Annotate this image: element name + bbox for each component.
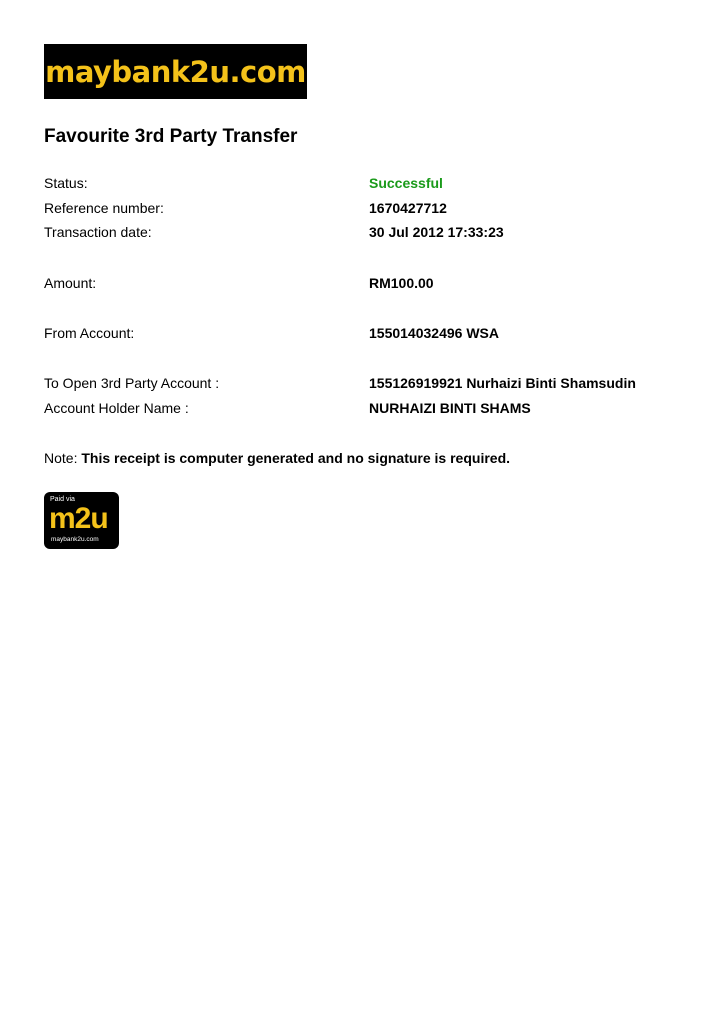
- to-account-label: To Open 3rd Party Account :: [44, 375, 220, 391]
- badge-domain: maybank2u.com: [51, 536, 99, 543]
- account-holder-row: [44, 400, 684, 420]
- transaction-date-label: Transaction date:: [44, 224, 152, 240]
- amount-row: [44, 275, 684, 295]
- maybank2u-logo: [44, 44, 307, 99]
- note-label: Note:: [44, 450, 78, 466]
- paid-via-m2u-badge: [44, 492, 119, 549]
- page-title: Favourite 3rd Party Transfer: [44, 126, 298, 147]
- note-text: This receipt is computer generated and no signature is required.: [81, 450, 511, 466]
- to-account-row: [44, 375, 684, 395]
- receipt-note: [44, 450, 510, 466]
- amount-value: RM100.00: [369, 275, 434, 291]
- badge-paid-via: Paid via: [50, 496, 75, 503]
- reference-value: 1670427712: [369, 200, 447, 216]
- account-holder-label: Account Holder Name :: [44, 400, 189, 416]
- status-label: Status:: [44, 175, 88, 191]
- reference-row: [44, 200, 684, 220]
- status-value: Successful: [369, 175, 443, 191]
- badge-m2u: m2u: [49, 502, 108, 535]
- transaction-date-value: 30 Jul 2012 17:33:23: [369, 224, 504, 240]
- logo-text: maybank2u.com: [45, 54, 306, 89]
- account-holder-value: NURHAIZI BINTI SHAMS: [369, 400, 531, 416]
- reference-label: Reference number:: [44, 200, 164, 216]
- transaction-date-row: [44, 224, 684, 244]
- amount-label: Amount:: [44, 275, 97, 291]
- to-account-value: 155126919921 Nurhaizi Binti Shamsudin: [369, 375, 636, 391]
- status-row: [44, 175, 684, 195]
- from-account-label: From Account:: [44, 325, 135, 341]
- from-account-value: 155014032496 WSA: [369, 325, 499, 341]
- from-account-row: [44, 325, 684, 345]
